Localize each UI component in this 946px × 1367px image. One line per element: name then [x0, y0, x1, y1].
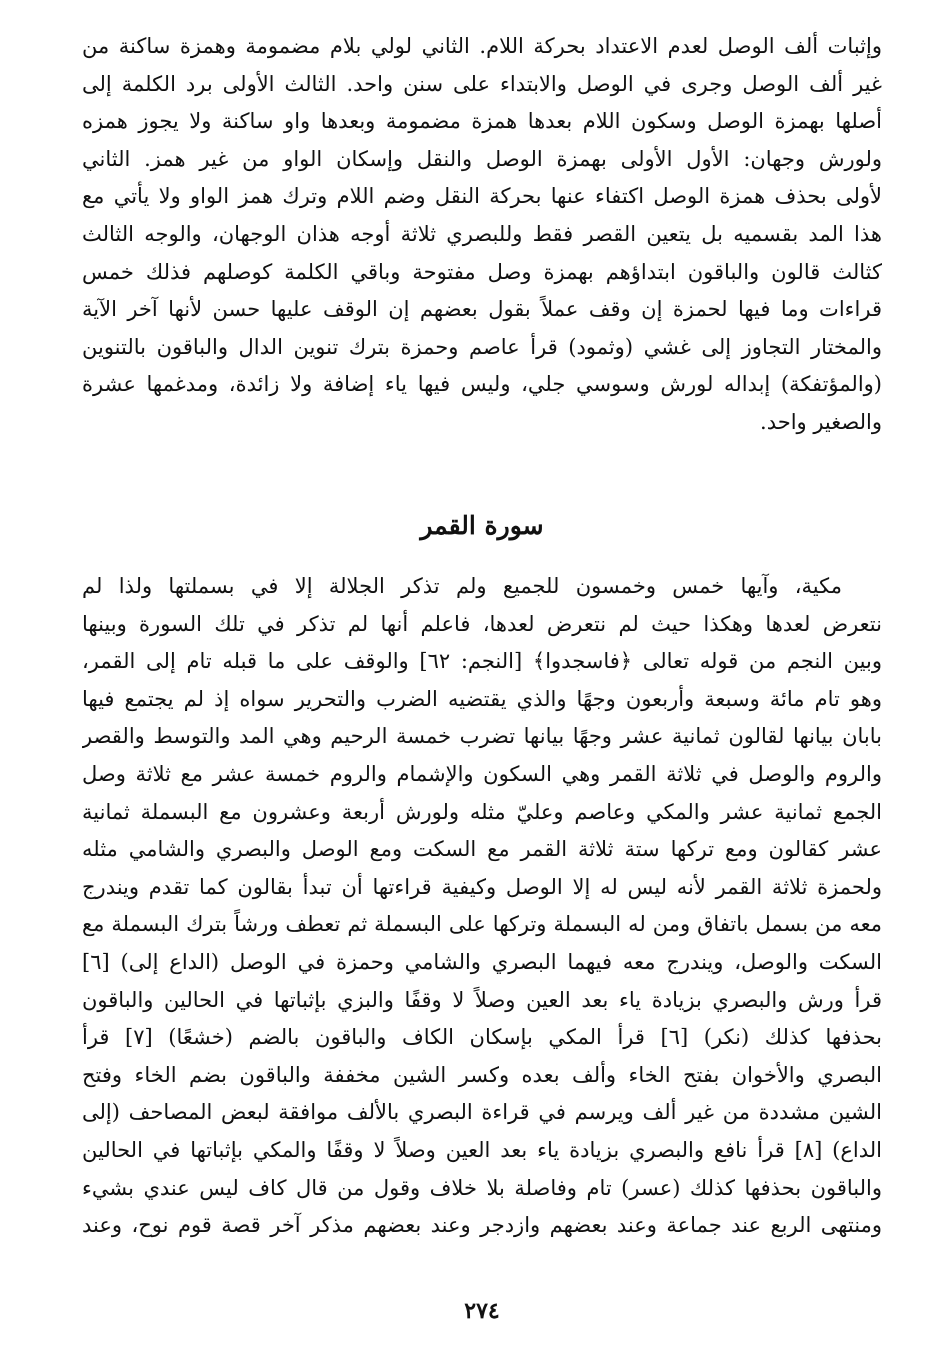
text-line: أصلها بهمزة الوصل وسكون اللام بعدها همزة مضمومة وبعدها واو ساكنة ولا يجوز همزه [82, 109, 882, 134]
book-page [82, 28, 882, 1348]
text-line: وهو تام مائة وسبعة وأربعون وجهًا والذي يقتضيه الضرب والتحرير سواه إذ لم يجتمع فيها [82, 686, 882, 711]
text-line: والصغير واحد. [760, 409, 882, 434]
top-paragraph [82, 28, 882, 442]
text-line: بابان بيانها لقالون ثمانية عشر وجهًا بيانها تضرب خمسة الرحيم وهي المد والتوسط والقصر [82, 724, 882, 749]
text-line: والباقون بحذفها كذلك (عسر) تام وفاصلة بلا خلاف وقول من قال كاف ليس عندي بشيء [82, 1175, 882, 1200]
text-line: البصري والأخوان بفتح الخاء وألف بعده وكسر الشين مخففة والباقون بضم الخاء وفتح [82, 1062, 882, 1087]
text-line: الداع) [٨] قرأ نافع والبصري بزيادة ياء بعد العين وصلاً لا وقفًا والمكي بإثباتها في الحالين [82, 1137, 882, 1162]
text-line: السكت والوصل، ويندرج معه فيهما البصري والشامي وحمزة في الوصل (الداع إلى) [٦] [82, 949, 882, 974]
page-number: ٢٧٤ [464, 1298, 500, 1324]
text-line: ولورش وجهان: الأول الأولى بهمزة الوصل والنقل وإسكان الواو من غير همز. الثاني [82, 146, 882, 171]
text-line: الشين مشددة من غير ألف ويرسم في قراءة البصري بالألف موافقة لبعض المصاحف (إلى [82, 1100, 882, 1125]
text-line: معه من بسمل باتفاق ومن له البسملة وتركها على البسملة ثم تعطف ورشاً بترك البسملة مع [82, 912, 882, 937]
text-line: وبين النجم من قوله تعالى ﴿فاسجدوا﴾ [النجم: ٦٢] والوقف على ما قبله تام إلى القمر، [82, 649, 882, 674]
text-line: والروم والوصل في ثلاثة القمر وهي السكون والإشمام والروم خمسة عشر مع ثلاثة وصل [82, 761, 882, 786]
text-line: هذا المد بقسميه بل يتعين القصر فقط وللبصري ثلاثة أوجه هذان الوجهان، والوجه الثالث [82, 221, 882, 246]
text-line: مكية، وآيها خمس وخمسون للجميع ولم تذكر الجلالة إلا في بسملتها ولذا لم [82, 574, 842, 598]
text-line: لأولى بحذف همزة الوصل اكتفاء عنها بحركة النقل وضم اللام وترك همز الواو ولا يأتي مع [82, 184, 882, 209]
surah-paragraph [82, 568, 882, 1245]
text-line: (والمؤتفكة) إبداله لورش وسوسي جلي، وليس فيها ياء إضافة ولا زائدة، ومدغمها عشرة [82, 372, 882, 397]
text-line: الجمع ثمانية عشر والمكي وعاصم وعليّ مثله ولورش أربعة وعشرون مع البسملة ثمانية [82, 799, 882, 824]
text-line: والمختار التجاوز إلى غشي (وثمود) قرأ عاصم وحمزة بترك تنوين الدال والباقون بالتنوين [82, 334, 882, 359]
text-line: بحذفها كذلك (نكر) [٦] قرأ المكي بإسكان الكاف والباقون بالضم (خشعًا) [٧] قرأ [82, 1025, 882, 1050]
text-line: نتعرض لعدها وهكذا حيث لم نتعرض لعدها، فاعلم أنها لم تذكر في تلك السورة وبينها [82, 611, 882, 636]
text-line: ولحمزة ثلاثة القمر لأنه ليس له إلا الوصل وكيفية قراءتها أن تبدأ بقالون كما تقدم ويندرج [82, 874, 882, 899]
text-line: وإثبات ألف الوصل لعدم الاعتداد بحركة اللام. الثاني لولي بلام مضمومة وهمزة ساكنة من [82, 34, 882, 58]
text-line: غير ألف الوصل وجرى في الوصل والابتداء على سنن واحد. الثالث الأولى برد الكلمة إلى [82, 71, 882, 96]
text-line: قرأ ورش والبصري بزيادة ياء بعد العين وصلاً لا وقفًا والبزي بإثباتها في الحالين والباقون [82, 987, 882, 1012]
text-line: ومنتهى الربع عند جماعة وعند بعضهم وازدجر وعند بعضهم مذكر آخر قصة قوم نوح، وعند [82, 1213, 882, 1238]
text-line: قراءات وما فيها لحمزة إن وقف عملاً بقول بعضهم إن الوقف عليها حسن لأنها آخر الآية [82, 297, 882, 322]
text-line: عشر كقالون ومع تركها ستة ثلاثة القمر مع السكت ومع الوصل والبصري والشامي مثله [82, 837, 882, 862]
surah-heading: سورة القمر [420, 511, 544, 540]
text-line: كثالث قالون والباقون ابتداؤهم بهمزة وصل مفتوحة وباقي الكلمة كوصلهم فذلك خمس [82, 259, 882, 284]
